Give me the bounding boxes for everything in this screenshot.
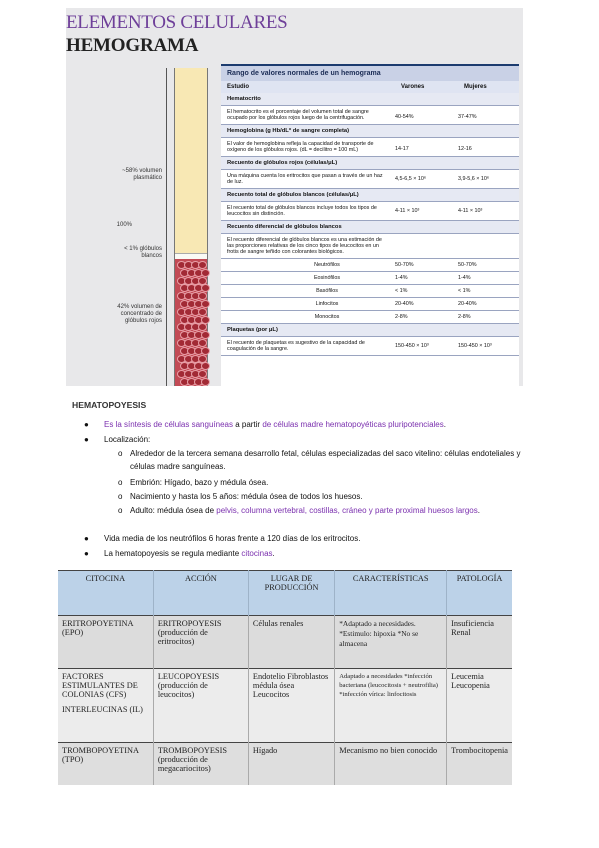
row-men: 150-450 × 10³ (395, 343, 429, 349)
cell-accion: TROMBOPOYESIS (producción de megacariocitos) (153, 743, 248, 786)
bullet-text: . (443, 420, 446, 429)
bullet-text: Localización: (104, 435, 151, 444)
row-desc: El recuento total de glóbulos blancos incluye todos los tipos de leucocitos sin distinción. (227, 205, 377, 217)
diff-men: 50-70% (395, 262, 414, 268)
red-blood-cell-icon (198, 277, 207, 285)
tube-label-buffy: < 1% glóbulos blancos (124, 246, 162, 259)
test-tube (174, 68, 208, 386)
sub-bullet-text-highlight: pelvis, columna vertebral, costillas, cráneo y parte proximal huesos largos (216, 506, 478, 515)
red-blood-cell-icon (198, 308, 207, 316)
bullet-item (84, 547, 275, 560)
section-heading: HEMATOPOYESIS (72, 400, 147, 410)
row-women: 37-47% (458, 114, 477, 120)
tube-label-plasma: ~58% volumen plasmático (122, 168, 162, 181)
cell-citocina (58, 669, 153, 743)
bullet-text-highlight: citocinas (241, 549, 273, 558)
cell-caracteristicas: Mecanismo no bien conocido (335, 743, 447, 786)
diff-men: 1-4% (395, 275, 408, 281)
table-row (221, 311, 519, 324)
bullet-circle-icon: o (118, 492, 123, 501)
table-title: Rango de valores normales de un hemograma (221, 66, 519, 81)
total-volume-line (166, 68, 167, 386)
diff-cell: Basófilos (316, 288, 338, 294)
table-row (221, 337, 519, 356)
red-blood-cell-icon (201, 378, 210, 386)
diff-men: 2-8% (395, 314, 408, 320)
row-men: 40-54% (395, 114, 414, 120)
cell-accion: ERITROPOYESIS (producción de eritrocitos) (153, 616, 248, 669)
section-hemoglobina: Hemoglobina (g Hb/dL* de sangre completa) (221, 125, 519, 138)
cell-accion: LEUCOPOYESIS (producción de leucocitos) (153, 669, 248, 743)
hemograma-figure (66, 8, 523, 386)
bullet-circle-icon: o (118, 478, 123, 487)
bullet-text: Vida media de los neutrófilos 6 horas frente a 120 días de los eritrocitos. (104, 534, 361, 543)
diff-cell: Linfocitos (315, 301, 339, 307)
table-row (58, 616, 512, 669)
diff-women: 1-4% (458, 275, 471, 281)
red-blood-cell-icon (198, 323, 207, 331)
red-blood-cell-icon (201, 347, 210, 355)
diff-cell: Eosinófilos (313, 275, 341, 281)
bullet-dot-icon: ● (84, 549, 89, 558)
figure-title: ELEMENTOS CELULARES (66, 12, 288, 33)
sub-bullet-text: . (477, 506, 480, 515)
red-blood-cell-icon (198, 261, 207, 269)
cell-citocina-2: INTERLEUCINAS (IL) (62, 705, 143, 714)
bullet-text: a partir (232, 420, 263, 429)
header-citocina: CITOCINA (58, 571, 153, 616)
row-men: 4,5-6,5 × 10⁶ (395, 176, 427, 182)
diff-cell: Monocitos (314, 314, 340, 320)
table-row (58, 669, 512, 743)
normal-values-table (221, 64, 519, 386)
bullet-item (84, 418, 446, 431)
row-desc: Una máquina cuenta los eritrocitos que pasan a través de un haz de luz. (227, 173, 383, 185)
table-row (221, 272, 519, 285)
red-blood-cell-icon (201, 316, 210, 324)
cell-lugar: Células renales (248, 616, 334, 669)
bullet-text-highlight: de células madre hematopoyéticas pluripotenciales (262, 420, 444, 429)
row-women: 12-16 (458, 146, 472, 152)
table-row (221, 259, 519, 272)
cytokines-table (58, 570, 512, 785)
header-varones: Varones (401, 84, 425, 90)
header-caracteristicas: CARACTERÍSTICAS (335, 571, 447, 616)
diff-women: < 1% (458, 288, 471, 294)
diff-women: 20-40% (458, 301, 477, 307)
table-row (221, 170, 519, 189)
table-header-row (58, 571, 512, 616)
bullet-item (84, 532, 360, 545)
bullet-dot-icon: ● (84, 534, 89, 543)
diff-women: 50-70% (458, 262, 477, 268)
table-row (221, 106, 519, 125)
red-blood-cell-icon (201, 300, 210, 308)
red-blood-cell-icon (201, 362, 210, 370)
sub-bullet-item (118, 504, 525, 517)
bullet-circle-icon: o (118, 506, 123, 515)
sub-bullet-item (118, 447, 525, 473)
red-blood-cell-icon (198, 355, 207, 363)
row-desc: El valor de hemoglobina refleja la capacidad de transporte de oxígeno de los glóbulos rojos. (dL = decilitro = 100 mL) (227, 141, 374, 153)
cell-patologia: Insuficiencia Renal (447, 616, 512, 669)
row-men (391, 234, 454, 258)
bullet-text: La hematopoyesis se regula mediante (104, 549, 242, 558)
diff-cell: Neutrófilos (314, 262, 340, 268)
header-lugar: LUGAR DE PRODUCCIÓN (248, 571, 334, 616)
section-globulos-rojos: Recuento de glóbulos rojos (células/μL) (221, 157, 519, 170)
header-estudio: Estudio (227, 84, 249, 90)
section-plaquetas: Plaquetas (por μL) (221, 324, 519, 337)
row-desc: El hematocrito es el porcentaje del volumen total de sangre ocupado por los glóbulos rojos luego de la centrifugación. (227, 109, 369, 121)
cell-citocina: ERITROPOYETINA (EPO) (58, 616, 153, 669)
table-row (221, 202, 519, 221)
bullet-text-highlight: Es la síntesis de células sanguíneas (104, 420, 233, 429)
header-accion: ACCIÓN (153, 571, 248, 616)
figure-subtitle: HEMOGRAMA (66, 35, 199, 56)
cell-patologia: Trombocitopenia (447, 743, 512, 786)
diff-men: < 1% (395, 288, 408, 294)
cell-citocina-1: FACTORES ESTIMULANTES DE COLONIAS (CFS) (62, 672, 138, 699)
red-blood-cell-icon (198, 339, 207, 347)
sub-bullet-text: Nacimiento y hasta los 5 años: médula ósea de todos los huesos. (130, 492, 363, 501)
cell-citocina: TROMBOPOYETINA (TPO) (58, 743, 153, 786)
cell-lugar: Hígado (248, 743, 334, 786)
red-blood-cell-icon (201, 284, 210, 292)
header-mujeres: Mujeres (464, 84, 487, 90)
sub-bullet-item (118, 490, 525, 503)
row-women (454, 234, 519, 258)
red-blood-cell-icon (198, 292, 207, 300)
table-row (221, 234, 519, 259)
diff-women: 2-8% (458, 314, 471, 320)
section-globulos-blancos: Recuento total de glóbulos blancos (células/μL) (221, 189, 519, 202)
row-women: 4-11 × 10³ (458, 208, 483, 214)
row-desc: El recuento de plaquetas es sugestivo de la capacidad de coagulación de la sangre. (227, 340, 365, 352)
red-cell-layer (175, 259, 207, 386)
sub-bullet-text: Adulto: médula ósea de (130, 506, 217, 515)
plasma-layer (175, 68, 207, 253)
section-diferencial: Recuento diferencial de glóbulos blancos (221, 221, 519, 234)
sub-bullet-item (118, 476, 525, 489)
cell-caracteristicas: *Adaptado a necesidades. *Estimulo: hipoxia *No se almacena (335, 616, 447, 669)
red-blood-cell-icon (201, 269, 210, 277)
row-women: 150-450 × 10³ (458, 343, 492, 349)
row-desc: El recuento diferencial de glóbulos blancos es una estimación de las proporciones relativas de los cinco tipos de leucocitos en un frotis de sangre teñido con colorantes biológicos. (227, 237, 382, 255)
row-men: 14-17 (395, 146, 409, 152)
bullet-item (84, 433, 150, 446)
bullet-dot-icon: ● (84, 420, 89, 429)
section-hematocrito: Hematocrito (221, 93, 519, 106)
table-header-row (221, 81, 519, 93)
red-blood-cell-icon (198, 370, 207, 378)
row-men: 4-11 × 10³ (395, 208, 420, 214)
sub-bullet-text: Embrión: Hígado, bazo y médula ósea. (130, 478, 269, 487)
cell-caracteristicas: Adaptado a necesidades *infección bacteriana (leucocitosis + neutrofilia) *infección vírica: linfocitosis (335, 669, 447, 743)
cell-lugar: Endotelio Fibroblastos médula ósea Leucocitos (248, 669, 334, 743)
table-row (221, 285, 519, 298)
table-row (221, 138, 519, 157)
table-row (58, 743, 512, 786)
row-women: 3,9-5,6 × 10⁶ (458, 176, 490, 182)
bullet-dot-icon: ● (84, 435, 89, 444)
table-row (221, 298, 519, 311)
tube-label-cells: 42% volumen de concentrado de glóbulos rojos (117, 304, 162, 324)
diff-men: 20-40% (395, 301, 414, 307)
bullet-text: . (272, 549, 275, 558)
cell-patologia: Leucemia Leucopenia (447, 669, 512, 743)
bullet-circle-icon: o (118, 449, 123, 458)
header-patologia: PATOLOGÍA (447, 571, 512, 616)
sub-bullet-text: Alrededor de la tercera semana desarrollo fetal, células especializadas del saco vitelino: células endoteliales y células madre sanguíneas. (130, 449, 521, 471)
tube-label-total: 100% (116, 222, 132, 228)
red-blood-cell-icon (201, 331, 210, 339)
